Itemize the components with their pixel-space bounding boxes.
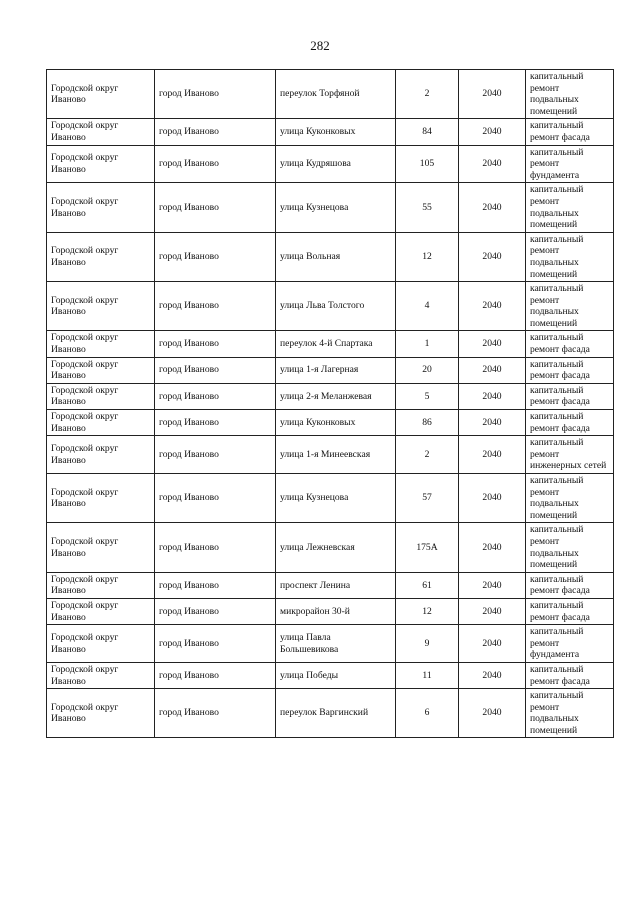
cell-okrug: Городской округ Иваново [47, 474, 155, 523]
cell-year: 2040 [459, 232, 526, 281]
table-row [47, 689, 614, 738]
cell-street: переулок 4-й Спартака [276, 331, 396, 357]
cell-city: город Иваново [155, 183, 276, 232]
cell-year: 2040 [459, 70, 526, 119]
cell-year: 2040 [459, 383, 526, 409]
cell-city: город Иваново [155, 625, 276, 663]
cell-year: 2040 [459, 357, 526, 383]
cell-year: 2040 [459, 598, 526, 624]
cell-street: улица Павла Большевикова [276, 625, 396, 663]
cell-okrug: Городской округ Иваново [47, 410, 155, 436]
cell-okrug: Городской округ Иваново [47, 625, 155, 663]
cell-okrug: Городской округ Иваново [47, 523, 155, 572]
cell-okrug: Городской округ Иваново [47, 119, 155, 145]
table-row [47, 572, 614, 598]
cell-street: улица Кудряшова [276, 145, 396, 183]
cell-city: город Иваново [155, 410, 276, 436]
cell-city: город Иваново [155, 383, 276, 409]
cell-house-number: 20 [396, 357, 459, 383]
cell-okrug: Городской округ Иваново [47, 357, 155, 383]
cell-okrug: Городской округ Иваново [47, 598, 155, 624]
cell-street: улица 1-я Минеевская [276, 436, 396, 474]
cell-work-type: капитальный ремонт подвальных помещений [526, 689, 614, 738]
cell-city: город Иваново [155, 232, 276, 281]
cell-year: 2040 [459, 183, 526, 232]
cell-city: город Иваново [155, 282, 276, 331]
cell-house-number: 175А [396, 523, 459, 572]
cell-work-type: капитальный ремонт фасада [526, 572, 614, 598]
cell-house-number: 12 [396, 598, 459, 624]
table-row [47, 474, 614, 523]
cell-city: город Иваново [155, 357, 276, 383]
cell-okrug: Городской округ Иваново [47, 183, 155, 232]
cell-city: город Иваново [155, 70, 276, 119]
cell-street: улица 2-я Меланжевая [276, 383, 396, 409]
cell-street: переулок Торфяной [276, 70, 396, 119]
table-body [47, 70, 614, 738]
cell-work-type: капитальный ремонт фасада [526, 331, 614, 357]
cell-house-number: 61 [396, 572, 459, 598]
table-row [47, 625, 614, 663]
cell-house-number: 12 [396, 232, 459, 281]
cell-work-type: капитальный ремонт фундамента [526, 625, 614, 663]
cell-work-type: капитальный ремонт подвальных помещений [526, 474, 614, 523]
cell-work-type: капитальный ремонт фасада [526, 383, 614, 409]
cell-street: улица Кузнецова [276, 474, 396, 523]
cell-house-number: 57 [396, 474, 459, 523]
cell-house-number: 1 [396, 331, 459, 357]
cell-okrug: Городской округ Иваново [47, 145, 155, 183]
page-number: 282 [310, 38, 330, 53]
cell-year: 2040 [459, 410, 526, 436]
cell-work-type: капитальный ремонт фасада [526, 598, 614, 624]
cell-work-type: капитальный ремонт фасада [526, 410, 614, 436]
cell-street: микрорайон 30-й [276, 598, 396, 624]
table-row [47, 383, 614, 409]
cell-street: улица Куконковых [276, 119, 396, 145]
table-row [47, 70, 614, 119]
cell-work-type: капитальный ремонт фасада [526, 357, 614, 383]
cell-house-number: 9 [396, 625, 459, 663]
cell-year: 2040 [459, 436, 526, 474]
cell-okrug: Городской округ Иваново [47, 70, 155, 119]
cell-work-type: капитальный ремонт подвальных помещений [526, 232, 614, 281]
cell-street: улица Вольная [276, 232, 396, 281]
cell-house-number: 4 [396, 282, 459, 331]
cell-house-number: 55 [396, 183, 459, 232]
cell-year: 2040 [459, 689, 526, 738]
cell-okrug: Городской округ Иваново [47, 282, 155, 331]
cell-street: улица Лежневская [276, 523, 396, 572]
cell-year: 2040 [459, 474, 526, 523]
cell-street: переулок Варгинский [276, 689, 396, 738]
cell-city: город Иваново [155, 662, 276, 688]
cell-city: город Иваново [155, 598, 276, 624]
cell-okrug: Городской округ Иваново [47, 383, 155, 409]
table-row [47, 357, 614, 383]
cell-okrug: Городской округ Иваново [47, 572, 155, 598]
cell-year: 2040 [459, 145, 526, 183]
cell-year: 2040 [459, 572, 526, 598]
cell-year: 2040 [459, 282, 526, 331]
cell-okrug: Городской округ Иваново [47, 232, 155, 281]
cell-year: 2040 [459, 625, 526, 663]
cell-street: проспект Ленина [276, 572, 396, 598]
cell-okrug: Городской округ Иваново [47, 331, 155, 357]
cell-street: улица Льва Толстого [276, 282, 396, 331]
cell-year: 2040 [459, 119, 526, 145]
cell-city: город Иваново [155, 689, 276, 738]
cell-street: улица Куконковых [276, 410, 396, 436]
table-row [47, 119, 614, 145]
cell-house-number: 86 [396, 410, 459, 436]
cell-house-number: 2 [396, 436, 459, 474]
cell-city: город Иваново [155, 119, 276, 145]
cell-okrug: Городской округ Иваново [47, 689, 155, 738]
table-row [47, 145, 614, 183]
cell-street: улица 1-я Лагерная [276, 357, 396, 383]
cell-house-number: 11 [396, 662, 459, 688]
table-row [47, 232, 614, 281]
table-row [47, 523, 614, 572]
cell-work-type: капитальный ремонт подвальных помещений [526, 523, 614, 572]
cell-work-type: капитальный ремонт инженерных сетей [526, 436, 614, 474]
cell-city: город Иваново [155, 523, 276, 572]
cell-house-number: 84 [396, 119, 459, 145]
cell-year: 2040 [459, 331, 526, 357]
cell-okrug: Городской округ Иваново [47, 436, 155, 474]
cell-work-type: капитальный ремонт подвальных помещений [526, 70, 614, 119]
cell-street: улица Победы [276, 662, 396, 688]
cell-city: город Иваново [155, 474, 276, 523]
cell-work-type: капитальный ремонт фундамента [526, 145, 614, 183]
cell-work-type: капитальный ремонт фасада [526, 662, 614, 688]
cell-work-type: капитальный ремонт фасада [526, 119, 614, 145]
cell-work-type: капитальный ремонт подвальных помещений [526, 183, 614, 232]
cell-street: улица Кузнецова [276, 183, 396, 232]
cell-city: город Иваново [155, 145, 276, 183]
cell-house-number: 2 [396, 70, 459, 119]
table-row [47, 331, 614, 357]
table-row [47, 598, 614, 624]
table-row [47, 282, 614, 331]
repair-schedule-table [46, 69, 614, 738]
cell-house-number: 105 [396, 145, 459, 183]
table-row [47, 436, 614, 474]
cell-city: город Иваново [155, 572, 276, 598]
cell-year: 2040 [459, 662, 526, 688]
table-row [47, 410, 614, 436]
cell-year: 2040 [459, 523, 526, 572]
table-row [47, 662, 614, 688]
table-row [47, 183, 614, 232]
cell-city: город Иваново [155, 331, 276, 357]
cell-house-number: 5 [396, 383, 459, 409]
cell-house-number: 6 [396, 689, 459, 738]
cell-work-type: капитальный ремонт подвальных помещений [526, 282, 614, 331]
cell-okrug: Городской округ Иваново [47, 662, 155, 688]
cell-city: город Иваново [155, 436, 276, 474]
